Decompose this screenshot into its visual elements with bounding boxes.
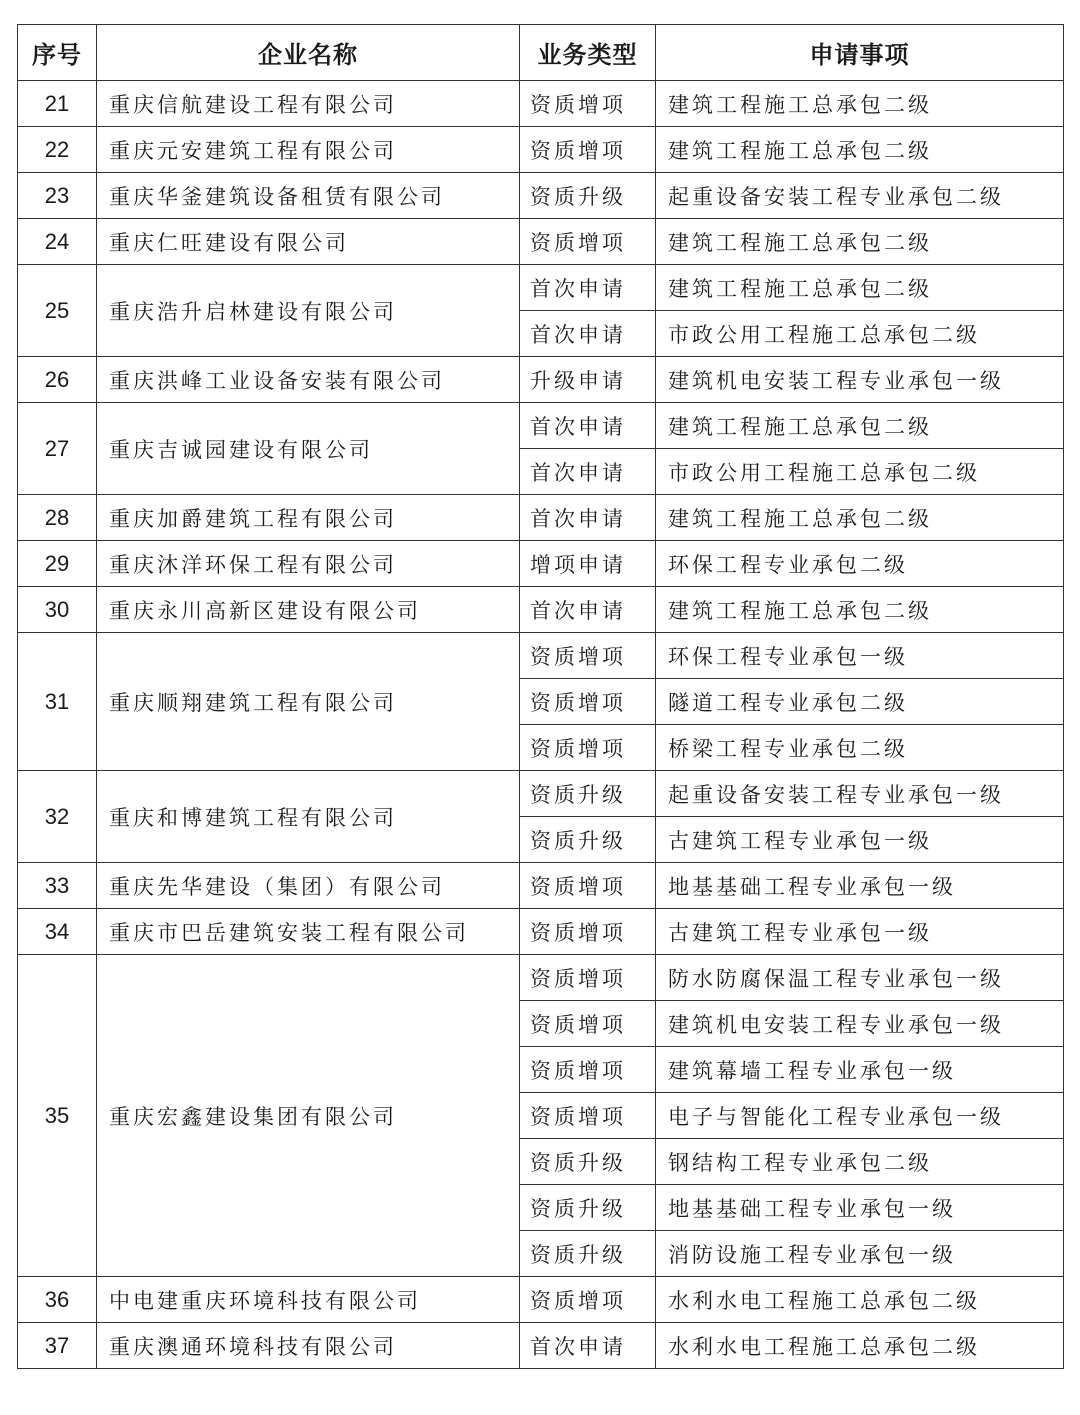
application-item: 建筑工程施工总承包二级 [656,81,1064,127]
application-item: 市政公用工程施工总承包二级 [656,449,1064,495]
table-row [18,81,1064,127]
row-number: 30 [18,587,97,633]
table-row [18,357,1064,403]
company-name: 重庆市巴岳建筑安装工程有限公司 [97,909,520,955]
row-number: 37 [18,1323,97,1369]
business-type: 首次申请 [520,403,656,449]
row-number: 27 [18,403,97,495]
qualification-table [17,24,1064,1369]
company-name: 重庆宏鑫建设集团有限公司 [97,955,520,1277]
business-type: 资质增项 [520,1093,656,1139]
business-type: 增项申请 [520,541,656,587]
table-row [18,1323,1064,1369]
row-number: 31 [18,633,97,771]
application-item: 环保工程专业承包二级 [656,541,1064,587]
application-item: 建筑工程施工总承包二级 [656,587,1064,633]
company-name: 重庆沐洋环保工程有限公司 [97,541,520,587]
application-item: 建筑工程施工总承包二级 [656,127,1064,173]
company-name: 重庆元安建筑工程有限公司 [97,127,520,173]
business-type: 资质增项 [520,127,656,173]
application-item: 隧道工程专业承包二级 [656,679,1064,725]
table-row [18,219,1064,265]
business-type: 资质增项 [520,679,656,725]
business-type: 资质升级 [520,817,656,863]
application-item: 建筑工程施工总承包二级 [656,265,1064,311]
application-item: 古建筑工程专业承包一级 [656,909,1064,955]
application-item: 市政公用工程施工总承包二级 [656,311,1064,357]
table-row [18,403,1064,449]
business-type: 资质升级 [520,173,656,219]
application-item: 地基基础工程专业承包一级 [656,863,1064,909]
header-no: 序号 [18,25,97,81]
header-name: 企业名称 [97,25,520,81]
row-number: 35 [18,955,97,1277]
row-number: 23 [18,173,97,219]
table-row [18,173,1064,219]
application-item: 起重设备安装工程专业承包一级 [656,771,1064,817]
table-row [18,587,1064,633]
business-type: 资质增项 [520,1047,656,1093]
table-row [18,909,1064,955]
row-number: 22 [18,127,97,173]
business-type: 首次申请 [520,449,656,495]
application-item: 建筑工程施工总承包二级 [656,219,1064,265]
business-type: 资质增项 [520,219,656,265]
application-item: 建筑工程施工总承包二级 [656,403,1064,449]
business-type: 资质增项 [520,725,656,771]
application-item: 水利水电工程施工总承包二级 [656,1323,1064,1369]
table-row [18,633,1064,679]
business-type: 资质增项 [520,633,656,679]
business-type: 资质增项 [520,955,656,1001]
table-row [18,495,1064,541]
application-item: 桥梁工程专业承包二级 [656,725,1064,771]
row-number: 21 [18,81,97,127]
company-name: 重庆仁旺建设有限公司 [97,219,520,265]
business-type: 首次申请 [520,587,656,633]
company-name: 重庆先华建设（集团）有限公司 [97,863,520,909]
application-item: 防水防腐保温工程专业承包一级 [656,955,1064,1001]
row-number: 25 [18,265,97,357]
business-type: 首次申请 [520,1323,656,1369]
company-name: 重庆和博建筑工程有限公司 [97,771,520,863]
table-row [18,863,1064,909]
application-item: 建筑工程施工总承包二级 [656,495,1064,541]
business-type: 资质升级 [520,771,656,817]
business-type: 升级申请 [520,357,656,403]
business-type: 资质增项 [520,909,656,955]
company-name: 重庆浩升启林建设有限公司 [97,265,520,357]
application-item: 电子与智能化工程专业承包一级 [656,1093,1064,1139]
row-number: 32 [18,771,97,863]
application-item: 古建筑工程专业承包一级 [656,817,1064,863]
application-item: 环保工程专业承包一级 [656,633,1064,679]
row-number: 36 [18,1277,97,1323]
application-item: 消防设施工程专业承包一级 [656,1231,1064,1277]
business-type: 资质升级 [520,1185,656,1231]
application-item: 水利水电工程施工总承包二级 [656,1277,1064,1323]
row-number: 29 [18,541,97,587]
business-type: 资质增项 [520,863,656,909]
application-item: 地基基础工程专业承包一级 [656,1185,1064,1231]
company-name: 重庆澳通环境科技有限公司 [97,1323,520,1369]
company-name: 重庆华釜建筑设备租赁有限公司 [97,173,520,219]
business-type: 资质升级 [520,1139,656,1185]
table-row [18,541,1064,587]
business-type: 资质升级 [520,1231,656,1277]
application-item: 起重设备安装工程专业承包二级 [656,173,1064,219]
table-body [18,81,1064,1369]
table-row [18,265,1064,311]
header-type: 业务类型 [520,25,656,81]
row-number: 28 [18,495,97,541]
application-item: 建筑机电安装工程专业承包一级 [656,357,1064,403]
row-number: 24 [18,219,97,265]
company-name: 重庆永川高新区建设有限公司 [97,587,520,633]
table-row [18,955,1064,1001]
company-name: 重庆顺翔建筑工程有限公司 [97,633,520,771]
company-name: 重庆信航建设工程有限公司 [97,81,520,127]
application-item: 建筑幕墙工程专业承包一级 [656,1047,1064,1093]
business-type: 资质增项 [520,1001,656,1047]
business-type: 资质增项 [520,1277,656,1323]
company-name: 重庆加爵建筑工程有限公司 [97,495,520,541]
company-name: 重庆吉诚园建设有限公司 [97,403,520,495]
row-number: 34 [18,909,97,955]
business-type: 首次申请 [520,265,656,311]
application-item: 建筑机电安装工程专业承包一级 [656,1001,1064,1047]
company-name: 中电建重庆环境科技有限公司 [97,1277,520,1323]
business-type: 资质增项 [520,81,656,127]
row-number: 33 [18,863,97,909]
header-row [18,25,1064,81]
company-name: 重庆洪峰工业设备安装有限公司 [97,357,520,403]
header-item: 申请事项 [656,25,1064,81]
application-item: 钢结构工程专业承包二级 [656,1139,1064,1185]
table-row [18,1277,1064,1323]
business-type: 首次申请 [520,495,656,541]
table-row [18,771,1064,817]
business-type: 首次申请 [520,311,656,357]
table-row [18,127,1064,173]
row-number: 26 [18,357,97,403]
